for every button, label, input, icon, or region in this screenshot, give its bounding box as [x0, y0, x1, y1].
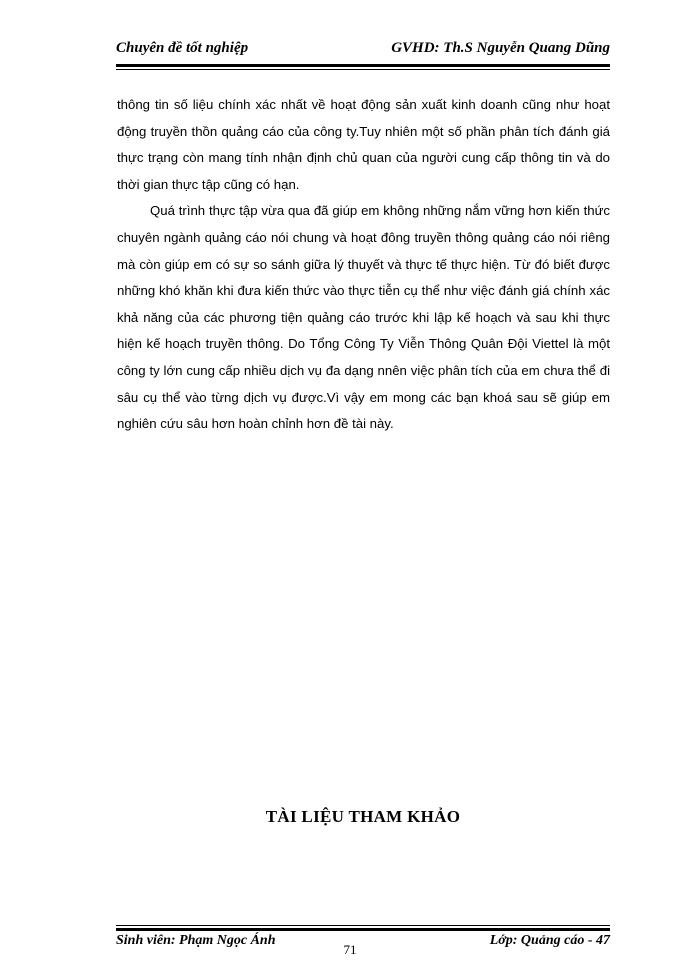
main-body-text [117, 92, 610, 438]
body-paragraph-2: Quá trình thực tập vừa qua đã giúp em không những nắm vững hơn kiến thức chuyên ngành quảng cáo nói chung và hoạt đông truyền thông quảng cáo nói riêng mà còn giúp em có sự so sánh giữa lý thuyết và thực tế thực hiện. Từ đó biết được những khó khăn khi đưa kiến thức vào thực tiễn cụ thể như việc đánh giá chính xác khả năng của các phương tiện quảng cáo trước khi lập kế hoạch và sau khi thực hiện kế hoạch truyền thông. Do Tổng Công Ty Viễn Thông Quân Đội Viettel là một công ty lớn cung cấp nhiều dịch vụ đa dạng nnên việc phân tích của em chưa thể đi sâu cụ thể vào từng dịch vụ được.Vì vậy em mong các bạn khoá sau sẽ giúp em nghiên cứu sâu hơn hoàn chỉnh hơn đề tài này. [117, 203, 610, 432]
header-rule-thin [116, 69, 610, 70]
references-heading: TÀI LIỆU THAM KHẢO [265, 807, 461, 826]
footer-class-name: Lớp: Quảng cáo - 47 [489, 933, 610, 948]
footer-rule-thin [116, 925, 610, 926]
page-header [116, 40, 610, 64]
footer-student-name: Sinh viên: Phạm Ngọc Ánh [116, 933, 276, 948]
header-document-title: Chuyên đề tốt nghiệp [116, 40, 249, 56]
body-paragraph-1: thông tin số liệu chính xác nhất về hoạt động sản xuất kinh doanh cũng như hoạt động truyền thồn quảng cáo của công ty.Tuy nhiên một số phần phân tích đánh giá thực trạng còn mang tính nhận định chủ quan của người cung cấp thông tin và do thời gian thực tập cũng có hạn. [117, 97, 610, 192]
footer-rule-thick [116, 928, 610, 931]
header-rule-thick [116, 64, 610, 67]
header-supervisor: GVHD: Th.S Nguyễn Quang Dũng [391, 40, 610, 56]
page-number: 71 [343, 942, 357, 957]
